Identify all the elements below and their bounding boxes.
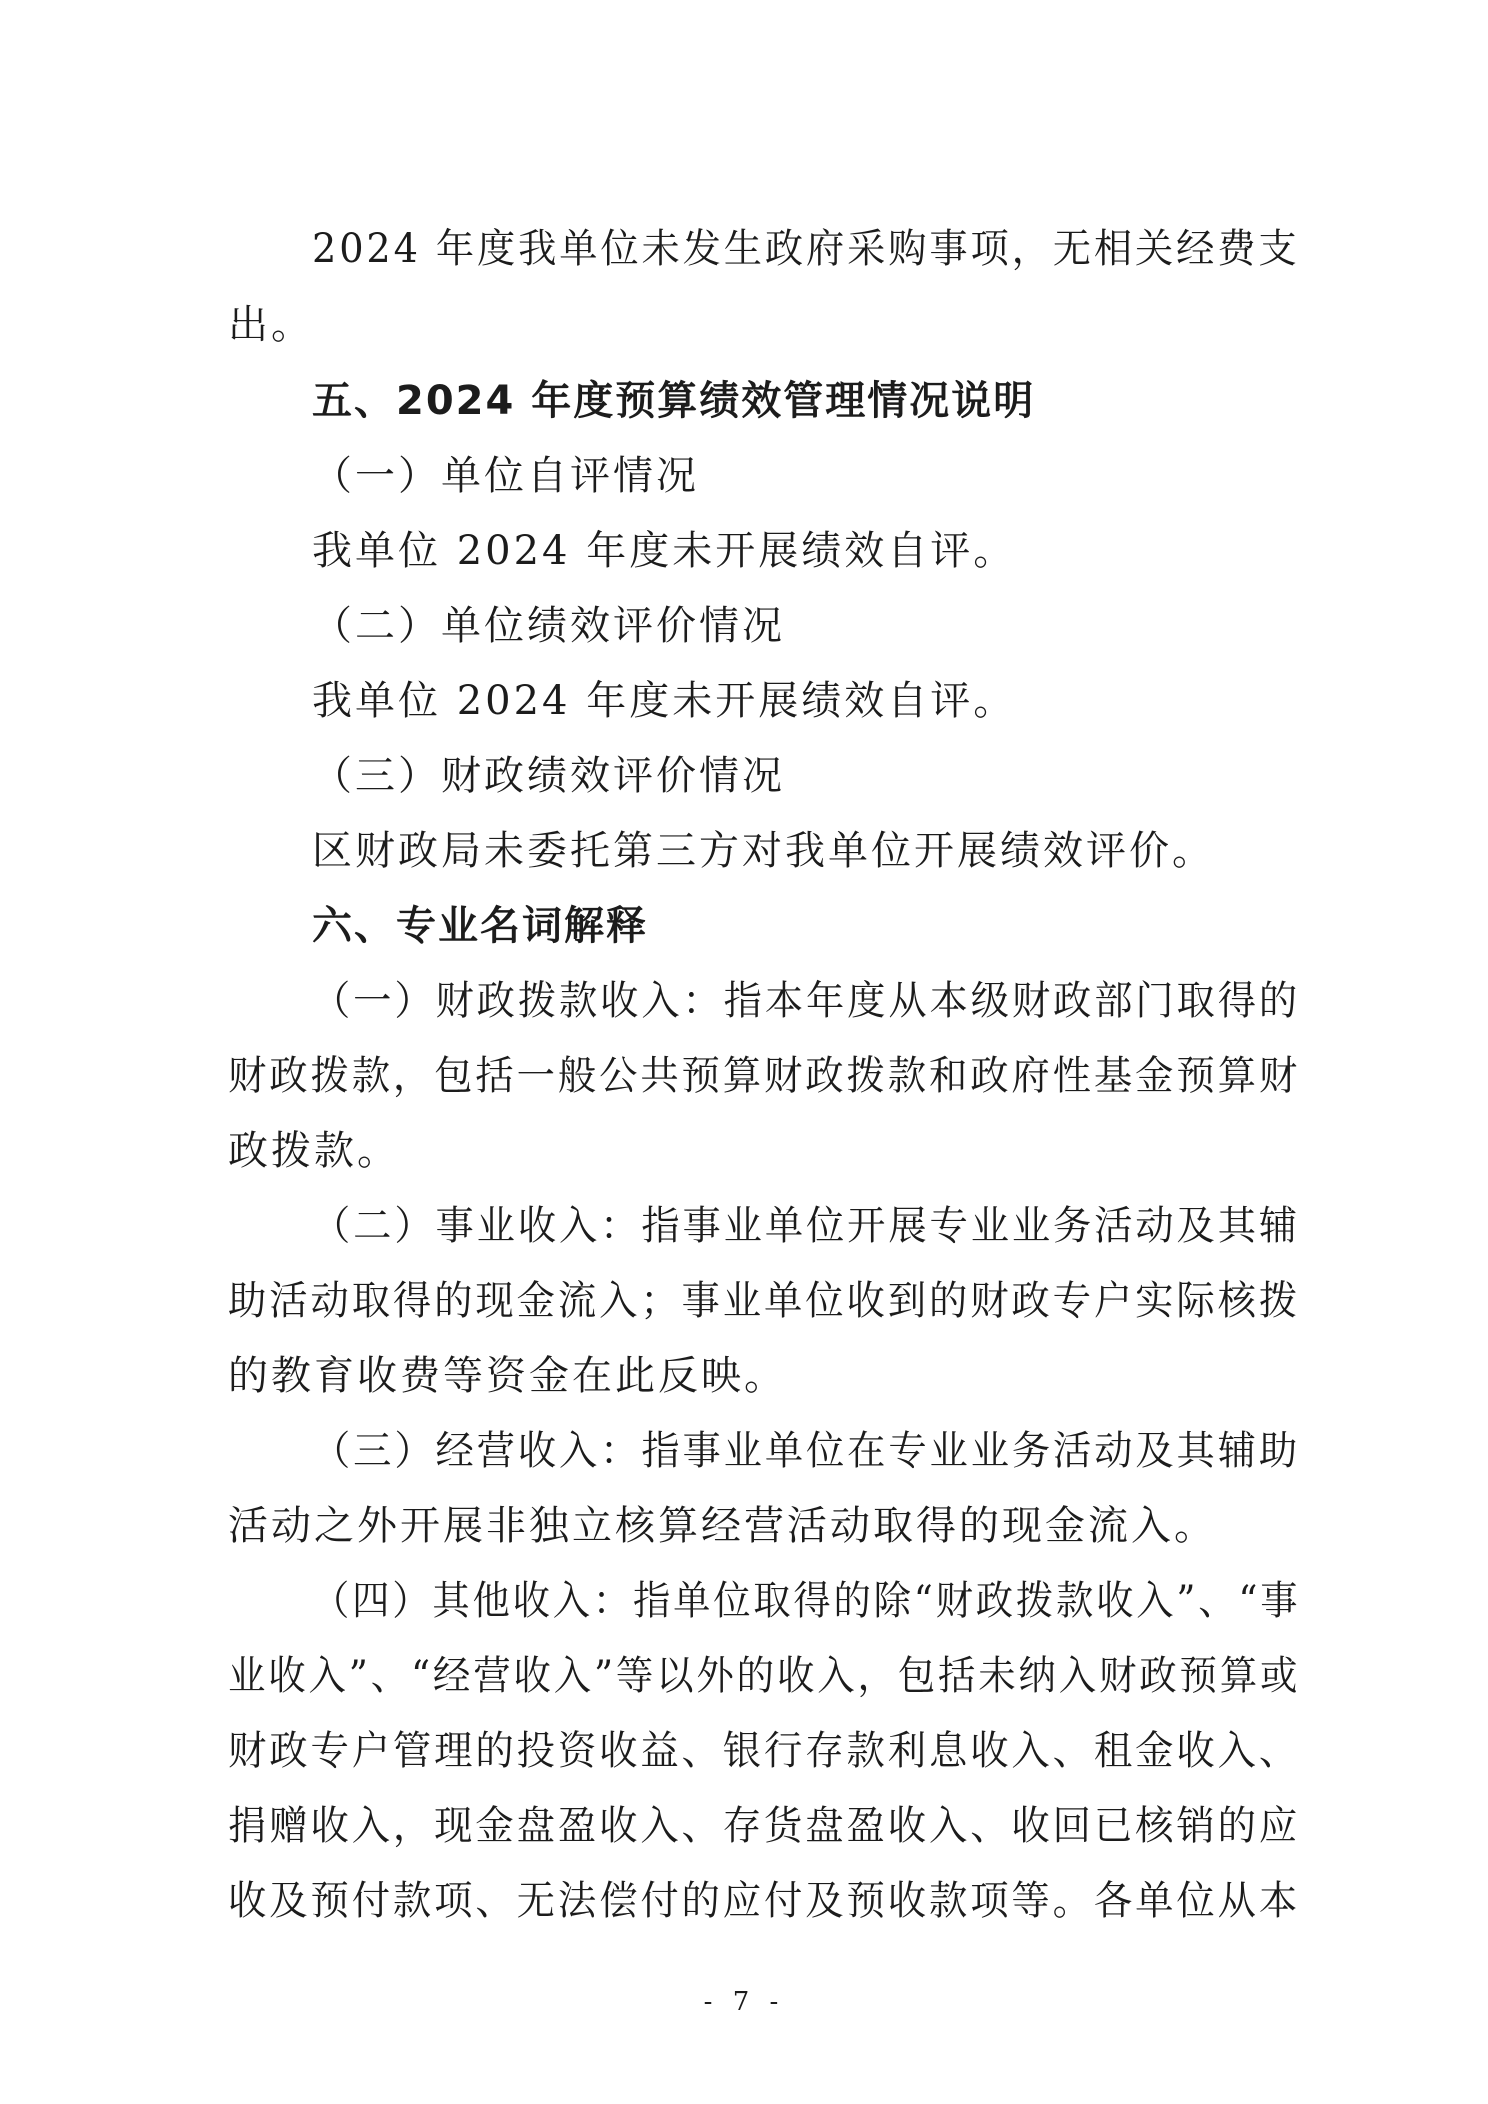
line-text: 收及预付款项、无法偿付的应付及预收款项等。各单位从本 xyxy=(228,1878,1301,1924)
paragraph-line xyxy=(0,1416,1488,1486)
heading-text: 六、专业名词解释 xyxy=(312,903,648,949)
paragraph-line xyxy=(0,1566,1488,1636)
line-text: 财政拨款，包括一般公共预算财政拨款和政府性基金预算财 xyxy=(228,1053,1301,1099)
line-text: （四）其他收入：指单位取得的除“财政拨款收入”、“事 xyxy=(312,1578,1301,1624)
line-text: 我单位 2024 年度未开展绩效自评。 xyxy=(312,678,1017,724)
paragraph-line xyxy=(0,1266,1488,1336)
line-text: （一）单位自评情况 xyxy=(312,453,699,499)
paragraph-line xyxy=(0,1716,1488,1786)
paragraph-line xyxy=(0,1341,1488,1411)
line-text: 业收入”、“经营收入”等以外的收入，包括未纳入财政预算或 xyxy=(228,1653,1301,1699)
line-text: 财政专户管理的投资收益、银行存款利息收入、租金收入、 xyxy=(228,1728,1301,1774)
line-text: 的教育收费等资金在此反映。 xyxy=(228,1353,787,1399)
paragraph-line xyxy=(0,516,1488,586)
paragraph-line xyxy=(0,1791,1488,1861)
paragraph-line xyxy=(0,1866,1488,1936)
line-text: 我单位 2024 年度未开展绩效自评。 xyxy=(312,528,1017,574)
paragraph-line xyxy=(0,1191,1488,1261)
line-text: 区财政局未委托第三方对我单位开展绩效评价。 xyxy=(312,828,1215,874)
line-text: （三）经营收入：指事业单位在专业业务活动及其辅助 xyxy=(312,1428,1301,1474)
paragraph-line xyxy=(0,666,1488,736)
line-text: 政拨款。 xyxy=(228,1128,400,1174)
subsection-heading xyxy=(0,591,1488,661)
subsection-heading xyxy=(0,741,1488,811)
paragraph-line xyxy=(0,214,1488,284)
heading-text: 五、2024 年度预算绩效管理情况说明 xyxy=(312,378,1036,424)
paragraph-line xyxy=(0,1491,1488,1561)
paragraph-line xyxy=(0,966,1488,1036)
line-text: 出。 xyxy=(228,302,314,348)
section-heading xyxy=(0,366,1488,436)
line-text: （三）财政绩效评价情况 xyxy=(312,753,785,799)
line-text: （二）事业收入：指事业单位开展专业业务活动及其辅 xyxy=(312,1203,1301,1249)
page-number: - 7 - xyxy=(703,1987,785,2017)
subsection-heading xyxy=(0,441,1488,511)
paragraph-line xyxy=(0,1116,1488,1186)
paragraph-line xyxy=(0,1041,1488,1111)
line-text: 助活动取得的现金流入；事业单位收到的财政专户实际核拨 xyxy=(228,1278,1301,1324)
line-text: 捐赠收入，现金盘盈收入、存货盘盈收入、收回已核销的应 xyxy=(228,1803,1301,1849)
line-text: （二）单位绩效评价情况 xyxy=(312,603,785,649)
line-text: 活动之外开展非独立核算经营活动取得的现金流入。 xyxy=(228,1503,1217,1549)
section-heading xyxy=(0,891,1488,961)
line-text: 2024 年度我单位未发生政府采购事项，无相关经费支 xyxy=(312,226,1300,272)
line-text: （一）财政拨款收入：指本年度从本级财政部门取得的 xyxy=(312,978,1301,1024)
paragraph-line xyxy=(0,816,1488,886)
paragraph-line xyxy=(0,1641,1488,1711)
paragraph-line xyxy=(0,290,1488,360)
